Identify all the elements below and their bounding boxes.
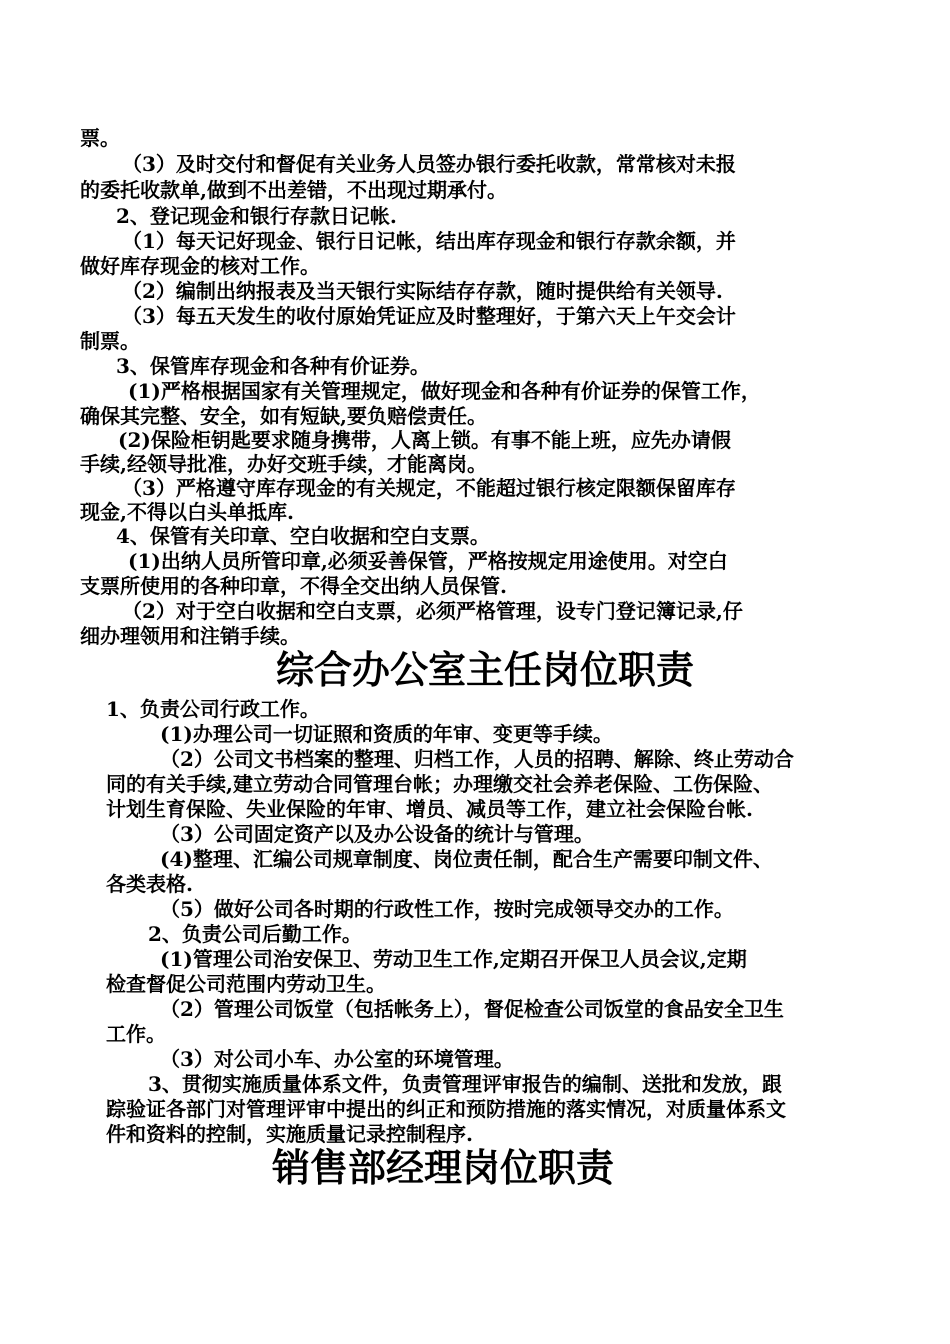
paragraph-line: （3）每五天发生的收付原始凭证应及时整理好，于第六天上午交会计 [122, 304, 736, 328]
paragraph-line: （5）做好公司各时期的行政性工作，按时完成领导交办的工作。 [160, 897, 734, 921]
paragraph-line: 件和资料的控制，实施质量记录控制程序. [106, 1122, 473, 1146]
paragraph-line: 票。 [80, 126, 120, 150]
paragraph-line: 4、保管有关印章、空白收据和空白支票。 [116, 524, 490, 548]
paragraph-line: 支票所使用的各种印章，不得全交出纳人员保管. [80, 574, 507, 598]
paragraph-line: 计划生育保险、失业保险的年审、增员、减员等工作，建立社会保险台帐. [106, 797, 753, 821]
paragraph-line: 各类表格. [106, 872, 193, 896]
paragraph-line: 手续,经领导批准，办好交班手续，才能离岗。 [80, 452, 487, 476]
section-title: 销售部经理岗位职责 [272, 1146, 615, 1190]
section-title: 综合办公室主任岗位职责 [276, 648, 695, 692]
paragraph-line: （2）公司文书档案的整理、归档工作，人员的招聘、解除、终止劳动合 [160, 747, 794, 771]
paragraph-line: 工作。 [106, 1022, 166, 1046]
paragraph-line: （2）管理公司饭堂（包括帐务上），督促检查公司饭堂的食品安全卫生 [160, 997, 784, 1021]
paragraph-line: 检查督促公司范围内劳动卫生。 [106, 972, 386, 996]
paragraph-line: 确保其完整、安全，如有短缺,要负赔偿责任。 [80, 404, 487, 428]
paragraph-line: （3）严格遵守库存现金的有关规定，不能超过银行核定限额保留库存 [122, 476, 736, 500]
paragraph-line: 细办理领用和注销手续。 [80, 624, 300, 648]
paragraph-line: (1)出纳人员所管印章,必须妥善保管，严格按规定用途使用。对空白 [128, 549, 728, 573]
paragraph-line: 踪验证各部门对管理评审中提出的纠正和预防措施的落实情况，对质量体系文 [106, 1097, 786, 1121]
paragraph-line: (1)管理公司治安保卫、劳动卫生工作,定期召开保卫人员会议,定期 [160, 947, 747, 971]
paragraph-line: (1)办理公司一切证照和资质的年审、变更等手续。 [160, 722, 613, 746]
paragraph-line: （3）及时交付和督促有关业务人员签办银行委托收款，常常核对未报 [122, 152, 736, 176]
paragraph-line: 3、贯彻实施质量体系文件，负责管理评审报告的编制、送批和发放，跟 [148, 1072, 782, 1096]
paragraph-line: 同的有关手续,建立劳动合同管理台帐；办理缴交社会养老保险、工伤保险、 [106, 772, 773, 796]
paragraph-line: 3、保管库存现金和各种有价证券。 [116, 354, 430, 378]
paragraph-line: （2）对于空白收据和空白支票，必须严格管理，设专门登记簿记录,仔 [122, 599, 743, 623]
paragraph-line: （3）公司固定资产以及办公设备的统计与管理。 [160, 822, 594, 846]
paragraph-line: (1)严格根据国家有关管理规定，做好现金和各种有价证券的保管工作， [128, 379, 761, 403]
paragraph-line: (4)整理、汇编公司规章制度、岗位责任制，配合生产需要印制文件、 [160, 847, 773, 871]
paragraph-line: 做好库存现金的核对工作。 [80, 254, 320, 278]
paragraph-line: 2、负责公司后勤工作。 [148, 922, 362, 946]
paragraph-line: 现金,不得以白头单抵库. [80, 500, 294, 524]
paragraph-line: （3）对公司小车、办公室的环境管理。 [160, 1047, 514, 1071]
paragraph-line: 制票。 [80, 329, 140, 353]
paragraph-line: （2）编制出纳报表及当天银行实际结存存款，随时提供给有关领导. [122, 279, 723, 303]
paragraph-line: 2、登记现金和银行存款日记帐. [116, 204, 397, 228]
paragraph-line: (2)保险柜钥匙要求随身携带，人离上锁。有事不能上班，应先办请假 [118, 428, 731, 452]
paragraph-line: 的委托收款单,做到不出差错，不出现过期承付。 [80, 178, 507, 202]
paragraph-line: 1、负责公司行政工作。 [106, 697, 320, 721]
paragraph-line: （1）每天记好现金、银行日记帐，结出库存现金和银行存款余额，并 [122, 229, 736, 253]
